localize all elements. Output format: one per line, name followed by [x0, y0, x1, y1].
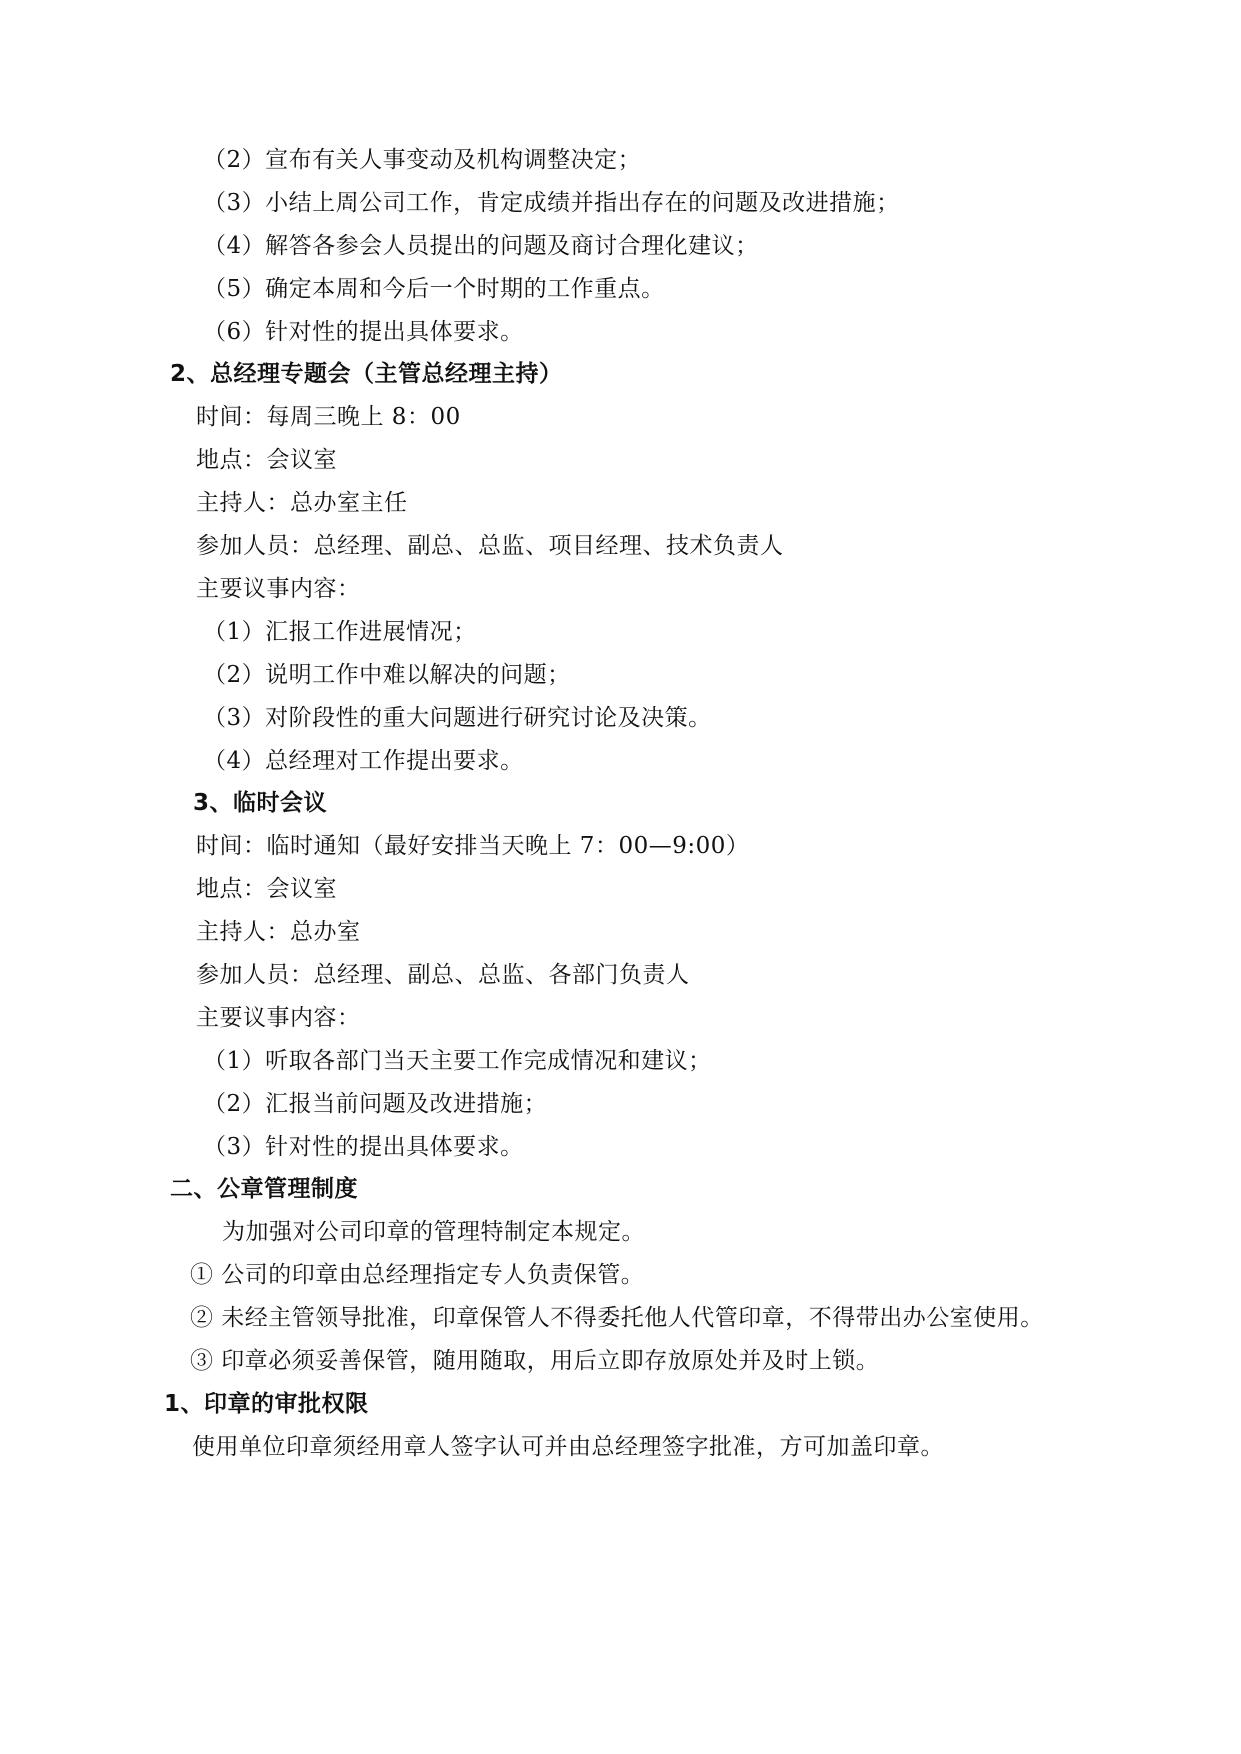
topic-meeting-item-4: （4）总经理对工作提出要求。 — [203, 748, 524, 774]
weekly-item-2: （2）宣布有关人事变动及机构调整决定； — [203, 147, 642, 173]
temp-meeting-place: 地点：会议室 — [196, 876, 337, 902]
temp-meeting-content-label: 主要议事内容： — [196, 1005, 361, 1031]
topic-meeting-item-3: （3）对阶段性的重大问题进行研究讨论及决策。 — [203, 705, 712, 731]
topic-meeting-host: 主持人：总办室主任 — [196, 490, 408, 516]
weekly-item-5: （5）确定本周和今后一个时期的工作重点。 — [203, 276, 665, 302]
seal-rule-2: ② 未经主管领导批准，印章保管人不得委托他人代管印章，不得带出办公室使用。 — [190, 1305, 1044, 1331]
seal-section-heading: 二、公章管理制度 — [170, 1176, 358, 1202]
topic-meeting-content-label: 主要议事内容： — [196, 576, 361, 602]
topic-meeting-item-2: （2）说明工作中难以解决的问题； — [203, 662, 571, 688]
weekly-item-3: （3）小结上周公司工作，肯定成绩并指出存在的问题及改进措施； — [203, 190, 900, 216]
seal-rule-1: ① 公司的印章由总经理指定专人负责保管。 — [190, 1262, 645, 1288]
topic-meeting-item-1: （1）汇报工作进展情况； — [203, 619, 477, 645]
seal-rule-3: ③ 印章必须妥善保管，随用随取，用后立即存放原处并及时上锁。 — [190, 1348, 880, 1374]
seal-approval-heading: 1、印章的审批权限 — [164, 1391, 369, 1417]
seal-intro: 为加强对公司印章的管理特制定本规定。 — [222, 1219, 645, 1245]
temp-meeting-item-3: （3）针对性的提出具体要求。 — [203, 1134, 524, 1160]
topic-meeting-heading: 2、总经理专题会（主管总经理主持） — [170, 361, 563, 387]
topic-meeting-place: 地点：会议室 — [196, 447, 337, 473]
temp-meeting-heading: 3、临时会议 — [193, 790, 328, 816]
temp-meeting-attendees: 参加人员：总经理、副总、总监、各部门负责人 — [196, 962, 690, 988]
temp-meeting-time: 时间：临时通知（最好安排当天晚上 7：00—9:00） — [196, 833, 750, 859]
weekly-item-6: （6）针对性的提出具体要求。 — [203, 319, 524, 345]
temp-meeting-item-1: （1）听取各部门当天主要工作完成情况和建议； — [203, 1048, 712, 1074]
seal-approval-text: 使用单位印章须经用章人签字认可并由总经理签字批准，方可加盖印章。 — [192, 1434, 944, 1460]
temp-meeting-host: 主持人：总办室 — [196, 919, 361, 945]
topic-meeting-attendees: 参加人员：总经理、副总、总监、项目经理、技术负责人 — [196, 533, 784, 559]
temp-meeting-item-2: （2）汇报当前问题及改进措施； — [203, 1091, 548, 1117]
topic-meeting-time: 时间：每周三晚上 8：00 — [196, 404, 461, 430]
weekly-item-4: （4）解答各参会人员提出的问题及商讨合理化建议； — [203, 233, 759, 259]
